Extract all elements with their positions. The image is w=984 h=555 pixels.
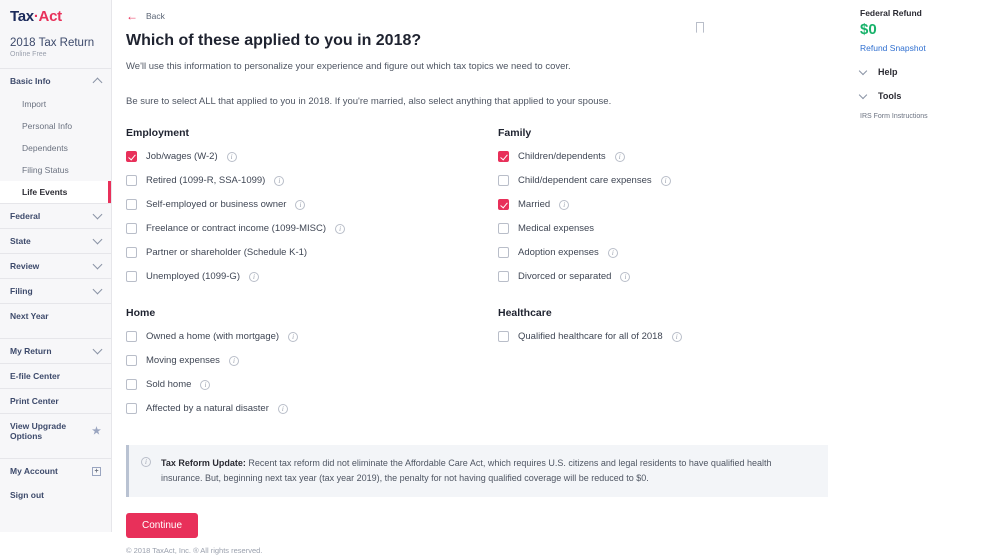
chevron-down-icon — [93, 345, 103, 355]
checkbox-job-wages[interactable] — [126, 151, 137, 162]
checkbox-groups-row-1 — [126, 127, 828, 295]
sidebar-item-print-center-label: Print Center — [10, 396, 59, 406]
option-retired-label: Retired (1099-R, SSA-1099) — [146, 175, 266, 187]
irs-form-instructions-link[interactable]: IRS Form Instructions — [860, 113, 928, 120]
sidebar-item-my-account[interactable] — [0, 458, 111, 483]
info-icon[interactable]: i — [200, 380, 210, 390]
group-family-title: Family — [498, 127, 532, 140]
sidebar-item-filing-status-label: Filing Status — [22, 165, 69, 175]
main-content — [112, 0, 852, 555]
checkbox-freelance[interactable] — [126, 223, 137, 234]
page-body — [112, 22, 852, 427]
option-owned-home[interactable] — [126, 331, 498, 342]
option-children-dependents[interactable] — [498, 151, 828, 162]
sidebar-section-state-label: State — [10, 236, 31, 246]
checkbox-moving-expenses[interactable] — [126, 355, 137, 366]
page-title: Which of these applied to you in 2018? — [126, 32, 422, 49]
info-icon[interactable]: i — [274, 176, 284, 186]
sidebar-section-my-return-label: My Return — [10, 346, 52, 356]
sidebar-item-upgrade-label: View Upgrade Options — [10, 421, 67, 441]
sign-out-link[interactable] — [0, 483, 111, 507]
checkbox-unemployed[interactable] — [126, 271, 137, 282]
checkbox-owned-home[interactable] — [126, 331, 137, 342]
option-unemployed[interactable] — [126, 271, 498, 282]
sidebar — [0, 0, 112, 532]
help-menu[interactable] — [860, 67, 974, 77]
callout-body: Recent tax reform did not eliminate the Affordable Care Act, which requires U.S. citizens and legal residents to have qualified health insurance. But, beginning next tax year (tax year 2019), the penalty for not having qualified coverage will be reduced to $0. — [161, 458, 772, 484]
option-sold-home[interactable] — [126, 379, 498, 390]
sidebar-item-next-year-label: Next Year — [10, 311, 49, 321]
sidebar-item-dependents[interactable] — [0, 137, 111, 159]
option-qualified-healthcare[interactable] — [498, 331, 828, 342]
chevron-down-icon — [93, 210, 103, 220]
info-icon[interactable]: i — [227, 152, 237, 162]
refund-snapshot-link[interactable]: Refund Snapshot — [860, 43, 926, 53]
option-adoption-expenses-label: Adoption expenses — [518, 247, 599, 259]
group-healthcare-title: Healthcare — [498, 307, 552, 320]
option-child-care-expenses[interactable] — [498, 175, 828, 186]
info-icon[interactable]: i — [141, 457, 151, 467]
sidebar-item-view-upgrade-options[interactable] — [0, 413, 111, 448]
sidebar-item-import-label: Import — [22, 99, 47, 109]
page-lede: We'll use this information to personalize your experience and figure out which tax topics we need to cover. — [126, 61, 571, 72]
chevron-down-icon — [859, 90, 867, 98]
option-married[interactable] — [498, 199, 828, 210]
group-healthcare — [498, 307, 828, 427]
tools-label: Tools — [878, 91, 902, 101]
chevron-up-icon — [93, 77, 103, 87]
checkbox-medical-expenses[interactable] — [498, 223, 509, 234]
continue-button[interactable]: Continue — [126, 513, 198, 538]
group-employment — [126, 127, 498, 295]
sidebar-section-federal-label: Federal — [10, 211, 41, 221]
group-home — [126, 307, 498, 427]
federal-refund-title: Federal Refund — [860, 8, 922, 18]
option-freelance[interactable] — [126, 223, 498, 234]
option-job-wages[interactable] — [126, 151, 498, 162]
sidebar-item-import[interactable] — [0, 93, 111, 115]
option-owned-home-label: Owned a home (with mortgage) — [146, 331, 280, 343]
expand-plus-icon: + — [92, 467, 101, 476]
option-divorced-separated[interactable] — [498, 271, 828, 282]
sidebar-item-personal-info-label: Personal Info — [22, 121, 73, 131]
checkbox-self-employed[interactable] — [126, 199, 137, 210]
option-sold-home-label: Sold home — [146, 379, 192, 391]
return-title: 2018 Tax Return — [10, 37, 95, 49]
sidebar-item-dependents-label: Dependents — [22, 143, 68, 153]
sidebar-item-personal-info[interactable] — [0, 115, 111, 137]
sign-out-label: Sign out — [10, 490, 44, 500]
sidebar-section-my-return[interactable] — [0, 338, 111, 363]
sidebar-section-filing-label: Filing — [10, 286, 33, 296]
chevron-down-icon — [859, 66, 867, 74]
checkbox-sold-home[interactable] — [126, 379, 137, 390]
option-self-employed-label: Self-employed or business owner — [146, 199, 287, 211]
sidebar-item-print-center[interactable] — [0, 388, 111, 413]
option-divorced-separated-label: Divorced or separated — [518, 271, 612, 283]
option-job-wages-label: Job/wages (W-2) — [146, 151, 218, 163]
option-self-employed[interactable] — [126, 199, 498, 210]
sidebar-section-federal[interactable] — [0, 203, 111, 228]
checkbox-qualified-healthcare[interactable] — [498, 331, 509, 342]
arrow-left-icon: ← — [126, 9, 138, 23]
sidebar-item-efile-center[interactable] — [0, 363, 111, 388]
page-note: Be sure to select ALL that applied to you in 2018. If you're married, also select anything that applied to your spouse. — [126, 96, 612, 108]
option-retired[interactable] — [126, 175, 498, 186]
checkbox-partner-shareholder[interactable] — [126, 247, 137, 258]
sidebar-section-state[interactable] — [0, 228, 111, 253]
sidebar-section-review[interactable] — [0, 253, 111, 278]
federal-refund-amount: $0 — [860, 21, 877, 38]
info-icon[interactable]: i — [661, 176, 671, 186]
checkbox-divorced-separated[interactable] — [498, 271, 509, 282]
logo-text-tax: Tax — [10, 8, 34, 25]
option-children-dependents-label: Children/dependents — [518, 151, 606, 163]
option-partner-shareholder[interactable] — [126, 247, 498, 258]
checkbox-children-dependents[interactable] — [498, 151, 509, 162]
option-natural-disaster[interactable] — [126, 403, 498, 414]
right-rail — [852, 0, 984, 532]
sidebar-item-life-events[interactable] — [0, 181, 111, 203]
star-icon: ★ — [92, 425, 101, 437]
sidebar-item-efile-center-label: E-file Center — [10, 371, 61, 381]
chevron-down-icon — [93, 260, 103, 270]
return-subtitle: Online Free — [10, 51, 47, 58]
info-icon[interactable]: i — [620, 272, 630, 282]
sidebar-item-next-year[interactable] — [0, 303, 111, 328]
option-moving-expenses[interactable] — [126, 355, 498, 366]
info-icon[interactable]: i — [229, 356, 239, 366]
logo-text-act: Act — [38, 8, 62, 25]
sidebar-section-basic-info-label: Basic Info — [10, 76, 51, 86]
checkbox-child-care-expenses[interactable] — [498, 175, 509, 186]
copyright-text: © 2018 TaxAct, Inc. ® All rights reserved. — [126, 545, 263, 555]
back-button[interactable] — [112, 8, 852, 22]
help-label: Help — [878, 67, 898, 77]
info-icon[interactable]: i — [288, 332, 298, 342]
callout-heading: Tax Reform Update: — [161, 458, 246, 469]
sidebar-divider-gap-2 — [0, 448, 111, 458]
info-icon[interactable]: i — [615, 152, 625, 162]
sidebar-divider-gap — [0, 328, 111, 338]
sidebar-section-basic-info[interactable] — [0, 68, 111, 93]
option-qualified-healthcare-label: Qualified healthcare for all of 2018 — [518, 331, 663, 343]
checkbox-natural-disaster[interactable] — [126, 403, 137, 414]
chevron-down-icon — [93, 285, 103, 295]
option-freelance-label: Freelance or contract income (1099-MISC) — [146, 223, 327, 235]
option-moving-expenses-label: Moving expenses — [146, 355, 220, 367]
option-partner-shareholder-label: Partner or shareholder (Schedule K-1) — [146, 247, 308, 259]
taxact-logo[interactable] — [0, 0, 111, 25]
sidebar-section-review-label: Review — [10, 261, 40, 271]
sidebar-item-my-account-label: My Account — [10, 466, 58, 476]
checkbox-groups-row-2 — [126, 307, 828, 427]
info-icon[interactable]: i — [608, 248, 618, 258]
info-icon[interactable]: i — [278, 404, 288, 414]
option-adoption-expenses[interactable] — [498, 247, 828, 258]
group-home-title: Home — [126, 307, 156, 320]
info-icon[interactable]: i — [295, 200, 305, 210]
checkbox-retired[interactable] — [126, 175, 137, 186]
info-icon[interactable]: i — [249, 272, 259, 282]
checkbox-married[interactable] — [498, 199, 509, 210]
sidebar-item-filing-status[interactable] — [0, 159, 111, 181]
callout-text — [161, 456, 814, 486]
back-label: Back — [146, 11, 165, 21]
info-icon[interactable]: i — [672, 332, 682, 342]
info-icon[interactable]: i — [559, 200, 569, 210]
option-natural-disaster-label: Affected by a natural disaster — [146, 403, 269, 415]
option-unemployed-label: Unemployed (1099-G) — [146, 271, 240, 283]
sidebar-section-filing[interactable] — [0, 278, 111, 303]
sidebar-item-life-events-label: Life Events — [22, 187, 68, 197]
option-child-care-expenses-label: Child/dependent care expenses — [518, 175, 652, 187]
tax-reform-callout — [126, 445, 828, 497]
chevron-down-icon — [93, 235, 103, 245]
group-employment-title: Employment — [126, 127, 190, 140]
info-icon[interactable]: i — [335, 224, 345, 234]
option-married-label: Married — [518, 199, 551, 211]
option-medical-expenses-label: Medical expenses — [518, 223, 595, 235]
logo-dot: · — [33, 8, 39, 25]
tools-menu[interactable] — [860, 91, 974, 101]
group-family — [498, 127, 828, 295]
option-medical-expenses[interactable] — [498, 223, 828, 234]
checkbox-adoption-expenses[interactable] — [498, 247, 509, 258]
